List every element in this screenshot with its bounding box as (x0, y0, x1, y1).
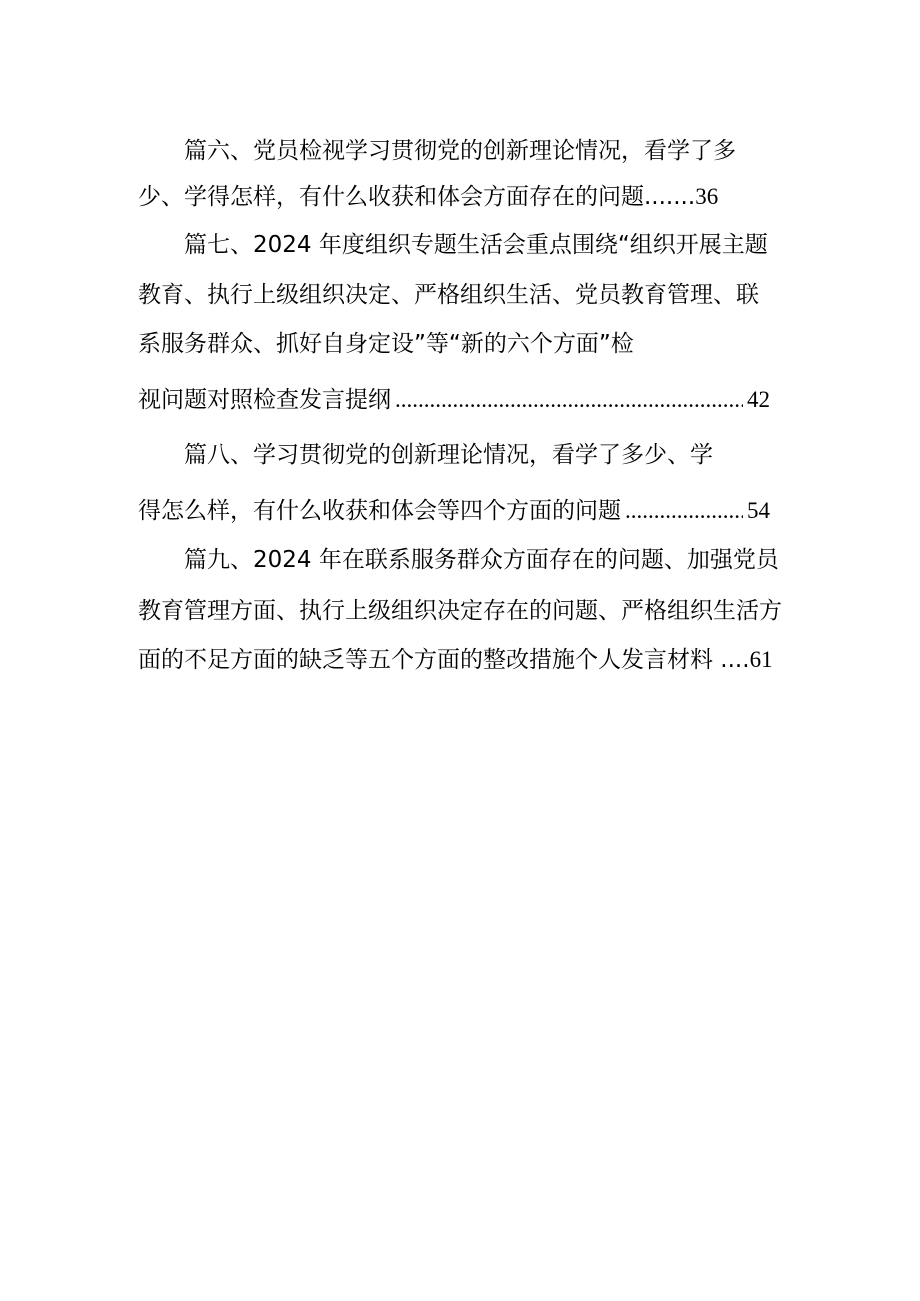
toc-entry-7-line-1: 篇七、2024 年度组织专题生活会重点围绕“组织开展主题 (184, 232, 768, 258)
toc-entry-6-text: 少、学得怎样，有什么收获和体会方面存在的问题....... (138, 184, 696, 210)
dot-leader (395, 385, 743, 415)
toc-entry-6-line-2[interactable] (138, 182, 718, 212)
toc-entry-7-line-3: 系服务群众、抓好自身定设”等“新的六个方面”检 (138, 331, 634, 357)
toc-entry-6-page-number: 36 (695, 184, 719, 209)
toc-entry-7-page-number: 42 (747, 387, 770, 412)
toc-entry-7-line-2: 教育、执行上级组织决定、严格组织生活、党员教育管理、联 (138, 282, 759, 308)
toc-entry-9-line-2: 教育管理方面、执行上级组织决定存在的问题、严格组织生活方 (138, 598, 782, 624)
toc-entry-6-line-1: 篇六、党员检视学习贯彻党的创新理论情况，看学了多 (184, 138, 736, 164)
toc-entry-8-text: 得怎么样，有什么收获和体会等四个方面的问题 (138, 498, 621, 524)
toc-entry-7-line-4[interactable] (138, 385, 770, 415)
toc-entry-9-text: 面的不足方面的缺乏等五个方面的整改措施个人发言材料 .... (138, 647, 750, 673)
toc-entry-9-line-3[interactable] (138, 645, 773, 675)
dot-leader (625, 496, 743, 526)
toc-entry-9-page-number: 61 (749, 647, 773, 672)
toc-entry-8-page-number: 54 (747, 498, 770, 523)
toc-entry-9-line-1: 篇九、2024 年在联系服务群众方面存在的问题、加强党员 (184, 547, 779, 573)
toc-entry-8-line-2[interactable] (138, 496, 770, 526)
toc-entry-8-line-1: 篇八、学习贯彻党的创新理论情况，看学了多少、学 (184, 442, 713, 468)
toc-entry-7-text: 视问题对照检查发言提纲 (138, 387, 391, 413)
